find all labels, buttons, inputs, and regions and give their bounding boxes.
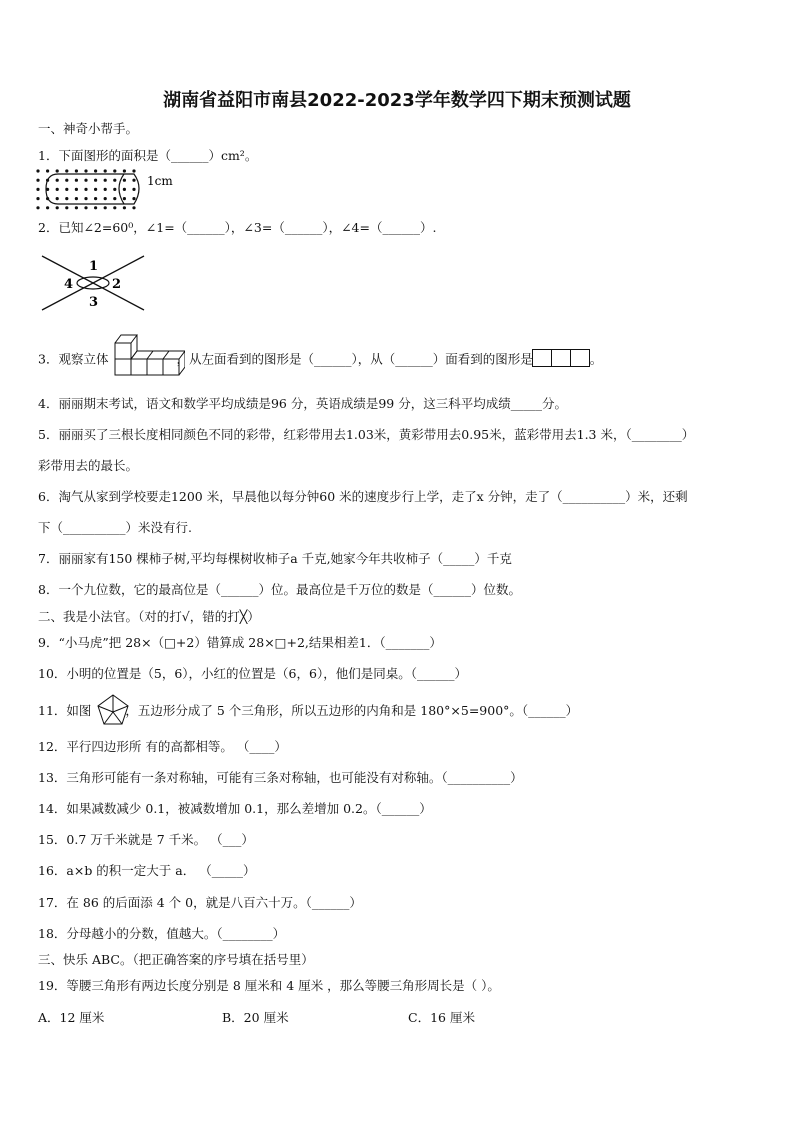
question-3-part-a: 3．观察立体 — [38, 351, 109, 367]
grid-dot — [65, 188, 68, 191]
grid-dot — [113, 197, 116, 200]
grid-dot — [84, 188, 87, 191]
grid-dot — [132, 169, 135, 172]
grid-dot — [75, 179, 78, 182]
grid-dot — [123, 169, 126, 172]
section-heading-3: 三、快乐 ABC。（把正确答案的序号填在括号里） — [38, 952, 314, 967]
grid-dot — [113, 206, 116, 209]
grid-dot — [123, 188, 126, 191]
grid-dot — [113, 179, 116, 182]
angle-label-1: 1 — [89, 259, 99, 274]
question-3-part-b: ，从左面看到的图形是（______），从（______）面看到的图形是 — [176, 351, 533, 367]
grid-dot — [46, 206, 49, 209]
question-5-line-2: 彩带用去的最长。 — [38, 458, 139, 473]
grid-dot — [65, 206, 68, 209]
grid-dot — [36, 169, 39, 172]
question-6-line-1: 6．淘气从家到学校要走1200 米，早晨他以每分钟60 米的速度步行上学，走了x 分钟，走了（__________）米，还剩 — [38, 489, 688, 504]
grid-dot — [56, 179, 59, 182]
grid-dot — [104, 188, 107, 191]
grid-dot — [84, 197, 87, 200]
grid-dot — [36, 179, 39, 182]
question-18: 18．分母越小的分数，值越大。（________） — [38, 926, 286, 941]
question-19-option-b: B．20 厘米 — [222, 1010, 289, 1025]
question-19-option-a: A．12 厘米 — [38, 1010, 105, 1025]
grid-dot — [75, 197, 78, 200]
angle-label-2: 2 — [112, 277, 122, 292]
section-heading-1: 一、神奇小帮手。 — [38, 121, 139, 136]
grid-dot — [132, 206, 135, 209]
grid-dot — [123, 206, 126, 209]
grid-dot — [36, 206, 39, 209]
grid-dot — [75, 169, 78, 172]
question-16: 16．a×b 的积一定大于 a． （_____） — [38, 863, 256, 878]
grid-dot — [132, 197, 135, 200]
question-2: 2．已知∠2=60⁰，∠1=（______），∠3=（______），∠4=（______）. — [38, 220, 437, 235]
grid-dot — [104, 169, 107, 172]
question-11-part-a: 11．如图 — [38, 703, 92, 718]
grid-dot — [56, 188, 59, 191]
crossing-lines-figure — [38, 254, 148, 312]
grid-dot — [65, 169, 68, 172]
question-19: 19．等腰三角形有两边长度分别是 8 厘米和 4 厘米 ，那么等腰三角形周长是（ ）。 — [38, 978, 500, 993]
grid-dot — [113, 188, 116, 191]
grid-dot — [94, 188, 97, 191]
question-6-line-2: 下（__________）米没有行. — [38, 520, 192, 535]
grid-dot — [94, 179, 97, 182]
grid-dot — [123, 197, 126, 200]
angle-label-4: 4 — [64, 277, 74, 292]
question-19-option-c: C．16 厘米 — [408, 1010, 475, 1025]
grid-dot — [132, 188, 135, 191]
grid-dot — [56, 197, 59, 200]
section-heading-2: 二、我是小法官。（对的打√，错的打╳） — [38, 609, 260, 624]
grid-dot — [65, 197, 68, 200]
question-4: 4．丽丽期末考试，语文和数学平均成绩是96 分，英语成绩是99 分，这三科平均成绩_____分。 — [38, 396, 567, 411]
grid-dot — [75, 188, 78, 191]
question-3-part-c: 。 — [589, 351, 603, 367]
grid-dot — [36, 197, 39, 200]
grid-dot — [56, 206, 59, 209]
question-8: 8．一个九位数，它的最高位是（______）位。最高位是千万位的数是（______）位数。 — [38, 582, 521, 597]
grid-dot — [94, 169, 97, 172]
page-title: 湖南省益阳市南县2022-2023学年数学四下期末预测试题 — [163, 90, 631, 111]
grid-dot — [56, 169, 59, 172]
question-5-line-1: 5．丽丽买了三根长度相同颜色不同的彩带，红彩带用去1.03米，黄彩带用去0.95米，蓝彩带用去1.3 米，（________） — [38, 427, 695, 442]
pentagon-figure — [96, 693, 130, 727]
three-square-view — [533, 349, 590, 371]
question-15: 15．0.7 万千米就是 7 千米。 （___） — [38, 832, 254, 847]
question-9: 9．“小马虎”把 28×（□+2）错算成 28×□+2,结果相差1．（_______） — [38, 635, 442, 650]
grid-dot — [132, 179, 135, 182]
angle-label-3: 3 — [89, 295, 99, 310]
question-10: 10．小明的位置是（5，6），小红的位置是（6，6），他们是同桌。（______） — [38, 666, 467, 681]
question-7: 7．丽丽家有150 棵柿子树,平均每棵树收柿子a 千克,她家今年共收柿子（_____）千克 — [38, 551, 512, 566]
grid-dot — [123, 179, 126, 182]
grid-dot — [84, 169, 87, 172]
dot-grid-figure — [34, 168, 184, 212]
grid-dot — [75, 206, 78, 209]
grid-dot — [104, 206, 107, 209]
question-11-part-b: ，五边形分成了 5 个三角形，所以五边形的内角和是 180°×5=900°。（______） — [125, 703, 579, 718]
unit-label: 1cm — [147, 174, 173, 188]
grid-dot — [94, 206, 97, 209]
grid-dot — [84, 206, 87, 209]
question-14: 14．如果减数减少 0.1，被减数增加 0.1，那么差增加 0.2。（______） — [38, 801, 432, 816]
question-12: 12．平行四边形所 有的高都相等。 （____） — [38, 739, 287, 754]
grid-dot — [94, 197, 97, 200]
grid-dot — [84, 179, 87, 182]
cube-stack-figure — [113, 331, 185, 381]
question-1: 1．下面图形的面积是（______）cm²。 — [38, 148, 258, 163]
grid-dot — [104, 179, 107, 182]
question-17: 17．在 86 的后面添 4 个 0，就是八百六十万。（______） — [38, 895, 362, 910]
grid-dot — [36, 188, 39, 191]
question-13: 13．三角形可能有一条对称轴，可能有三条对称轴，也可能没有对称轴。（__________） — [38, 770, 523, 785]
grid-dot — [113, 169, 116, 172]
grid-dot — [104, 197, 107, 200]
grid-dot — [46, 169, 49, 172]
grid-dot — [65, 179, 68, 182]
